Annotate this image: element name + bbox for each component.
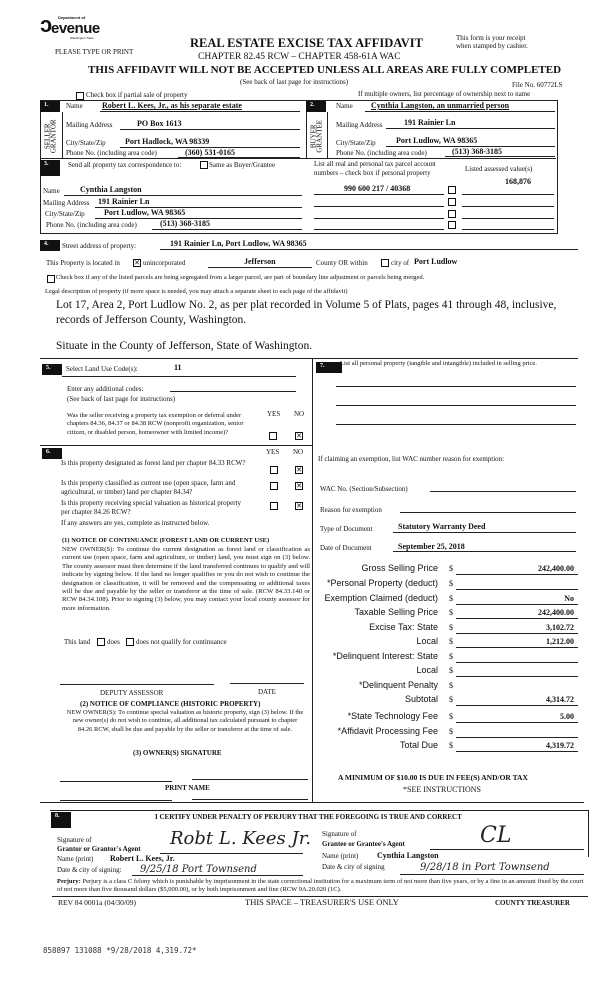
certify-statement: I CERTIFY UNDER PENALTY OF PERJURY THAT THE FOREGOING IS TRUE AND CORRECT bbox=[155, 813, 462, 821]
grantor-sig-label: Signature of bbox=[57, 836, 92, 844]
amount-label: Local bbox=[416, 636, 438, 646]
parcels-label-2: numbers – check box if personal property bbox=[314, 169, 431, 177]
same-as-buyer-label: Same as Buyer/Grantee bbox=[209, 161, 276, 169]
additional-codes-label: Enter any additional codes: bbox=[67, 385, 144, 393]
seller-city-label: City/State/Zip bbox=[66, 139, 106, 147]
s6-no: NO bbox=[293, 448, 304, 456]
dollar-sign: $ bbox=[449, 564, 453, 573]
buyer-mailing-label: Mailing Address bbox=[336, 121, 383, 129]
s6-q1-no-checkbox[interactable]: ✕ bbox=[296, 466, 302, 474]
amount-line bbox=[456, 705, 578, 706]
located-label: This Property is located in bbox=[46, 259, 120, 267]
perjury-note bbox=[57, 878, 587, 894]
s6-question-3: Is this property receiving special valuation as historical property per chapter 84.26 RCW? bbox=[61, 499, 242, 517]
amount-value[interactable]: 1,212.00 bbox=[546, 637, 574, 646]
amount-label: Total Due bbox=[399, 740, 438, 750]
grantee-signature[interactable]: CL bbox=[480, 823, 512, 848]
unincorporated-label: unincorporated bbox=[143, 259, 186, 267]
buyer-mailing[interactable]: 191 Rainier Ln bbox=[404, 118, 456, 127]
seller-phone-label: Phone No. (including area code) bbox=[66, 149, 157, 157]
amount-line bbox=[456, 737, 578, 738]
multiple-owners-note: If multiple owners, list percentage of ownership next to name bbox=[358, 90, 531, 98]
county-or-label: County OR within bbox=[316, 259, 368, 267]
perjury-text: Perjury is a class C felony which is punishable by imprisonment in the state correctional institution for a maximum term of not more than five years, or by a fine in an amount fixed by the court of not more than five thousand dollars ($5,000.00), or by both imprisonment and fine (RCW 9A.20.020 (1C). bbox=[57, 878, 584, 894]
s6-q2-no-checkbox[interactable]: ✕ bbox=[296, 482, 302, 490]
corr-city-label: City/State/Zip bbox=[45, 210, 85, 218]
land-use-code[interactable]: 11 bbox=[174, 363, 182, 372]
file-number: File No. 60772LS bbox=[512, 81, 563, 89]
s6-q3-no-checkbox[interactable]: ✕ bbox=[296, 502, 302, 510]
corr-name-label: Name bbox=[43, 187, 60, 195]
seller-city[interactable]: Port Hadlock, WA 98339 bbox=[125, 137, 210, 146]
amount-label: Exemption Claimed (deduct) bbox=[324, 593, 438, 603]
logo-text-main: evenue bbox=[51, 20, 100, 37]
does-not-label: does not qualify for continuance bbox=[136, 638, 227, 646]
section-2-badge: 2. bbox=[306, 101, 326, 112]
s6-q3-yes-checkbox[interactable] bbox=[270, 502, 278, 510]
unincorporated-checkbox[interactable]: ✕ bbox=[134, 259, 140, 267]
grantor-signature[interactable]: Robt L. Kees Jr. bbox=[170, 828, 312, 849]
form-revision: REV 84 0001a (04/30/09) bbox=[58, 898, 136, 907]
notice-2-text: NEW OWNER(S): To continue special valuation as historic property, sign (3) below. If the new owner(s) do not wish to continue, all additional tax calculated pursuant to chapter 84.26 RCW, shall be due and payable by the seller or transferor at the time of sale. bbox=[66, 709, 304, 733]
seller-name[interactable]: Robert L. Kees, Jr., as his separate estate bbox=[102, 101, 242, 110]
additional-codes-note: (See back of last page for instructions) bbox=[67, 395, 176, 403]
corr-mailing-label: Mailing Address bbox=[43, 199, 90, 207]
street-label: Street address of property: bbox=[62, 242, 137, 250]
county-treasurer: COUNTY TREASURER bbox=[495, 899, 570, 907]
personal-property-checkbox-1[interactable] bbox=[448, 186, 456, 194]
grantee-date-label: Date & city of signing bbox=[322, 863, 385, 871]
buyer-side-label: BUYER GRANTEE bbox=[309, 119, 324, 153]
grantee-sig-label: Signature of bbox=[322, 830, 357, 838]
s6-q1-yes-checkbox[interactable] bbox=[270, 466, 278, 474]
assessed-value[interactable]: 168,876 bbox=[505, 177, 531, 186]
same-as-buyer-checkbox[interactable] bbox=[200, 161, 208, 169]
owner-signature-label: (3) OWNER(S) SIGNATURE bbox=[133, 749, 222, 757]
street-address[interactable]: 191 Rainier Ln, Port Ludlow, WA 98365 bbox=[170, 239, 307, 248]
treasurer-space: THIS SPACE – TREASURER'S USE ONLY bbox=[245, 897, 399, 907]
amount-line bbox=[456, 722, 578, 723]
amount-line bbox=[456, 662, 578, 663]
receipt-note: This form is your receipt bbox=[456, 34, 526, 42]
s6-question-2: Is this property classified as current use (open space, farm and agricultural, or timber) land per chapter 84.34? bbox=[61, 479, 236, 497]
correspondence-label: Send all property tax correspondence to: bbox=[68, 161, 182, 169]
notice-2-title: (2) NOTICE OF COMPLIANCE (HISTORIC PROPERTY) bbox=[80, 700, 261, 708]
s6-question-1: Is this property designated as forest land per chapter 84.33 RCW? bbox=[61, 459, 246, 467]
section-3-badge: 3. bbox=[40, 160, 60, 176]
grantee-date-city[interactable]: 9/28/18 in Port Townsend bbox=[420, 862, 550, 873]
amount-label: Excise Tax: State bbox=[369, 622, 438, 632]
corr-phone[interactable]: (513) 368-3185 bbox=[160, 219, 210, 228]
grantee-sig-label-2: Grantee or Grantee's Agent bbox=[322, 840, 405, 848]
personal-property-checkbox-2[interactable] bbox=[448, 198, 456, 206]
s5-no: NO bbox=[294, 410, 305, 418]
corr-phone-label: Phone No. (including area code) bbox=[46, 221, 137, 229]
s6-yes: YES bbox=[266, 448, 280, 456]
if-yes-note: If any answers are yes, complete as instructed below. bbox=[61, 519, 210, 527]
amount-line bbox=[456, 574, 578, 575]
city-value[interactable]: Port Ludlow bbox=[414, 257, 458, 266]
parcel-number[interactable]: 990 600 217 / 40368 bbox=[344, 184, 411, 193]
amount-label: Local bbox=[416, 665, 438, 675]
chapter-line: CHAPTER 82.45 RCW – CHAPTER 458-61A WAC bbox=[198, 52, 401, 62]
city-of-label: city of bbox=[391, 259, 410, 267]
section-8-badge: 8. bbox=[51, 812, 71, 828]
doc-type[interactable]: Statutory Warranty Deed bbox=[398, 522, 486, 531]
see-back-note: (See back of last page for instructions) bbox=[240, 78, 349, 86]
dollar-sign: $ bbox=[449, 681, 453, 690]
receipt-note-2: when stamped by cashier. bbox=[456, 42, 528, 50]
notice-1-title: (1) NOTICE OF CONTINUANCE (FOREST LAND OR CURRENT USE) bbox=[62, 537, 270, 544]
partial-sale-label: Check box if partial sale of property bbox=[86, 91, 188, 99]
amount-value[interactable]: 242,400.00 bbox=[538, 564, 574, 573]
dollar-sign: $ bbox=[449, 695, 453, 704]
amount-value[interactable]: No bbox=[564, 594, 574, 603]
buyer-name-label: Name bbox=[336, 102, 353, 110]
notice-1-text: NEW OWNER(S): To continue the current designation as forest land or classification as current use (open space, farm and agriculture, or timber) land, you must sign on (3) below. The county assessor must then determine if the land transferred continues to qualify and will indicate by signing below. If the land no longer qualifies or you do not wish to continue the designation or classification, it will be removed and the compensating or additional taxes will be due and payable by the seller or transferor at the time of sale. (RCW 84.33.140 or RCW 84.34.108). Prior to signing (3) below, you may contact your local county assessor for more information. bbox=[62, 546, 310, 612]
amount-value[interactable]: 242,400.00 bbox=[538, 608, 574, 617]
corr-city[interactable]: Port Ludlow, WA 98365 bbox=[104, 208, 186, 217]
dollar-sign: $ bbox=[449, 666, 453, 675]
amount-line bbox=[456, 676, 578, 677]
buyer-city-label: City/State/Zip bbox=[336, 139, 376, 147]
legal-description-label: Legal description of property (if more space is needed, you may attach a separate sheet to each page of the affidavit) bbox=[45, 288, 348, 295]
dollar-sign: $ bbox=[449, 623, 453, 632]
section-5-badge: 5. bbox=[42, 364, 62, 375]
type-or-print: PLEASE TYPE OR PRINT bbox=[55, 48, 134, 56]
amount-value[interactable]: 4,319.72 bbox=[546, 741, 574, 750]
dollar-sign: $ bbox=[449, 712, 453, 721]
print-name-label: PRINT NAME bbox=[165, 784, 210, 792]
personal-property-label: List all personal property (tangible and intangible) included in selling price. bbox=[340, 360, 537, 367]
minimum-note: A MINIMUM OF $10.00 IS DUE IN FEE(S) AND/OR TAX bbox=[338, 773, 528, 782]
segregated-checkbox[interactable] bbox=[47, 275, 55, 283]
buyer-name[interactable]: Cynthia Langston, an unmarried person bbox=[371, 101, 510, 110]
city-checkbox[interactable] bbox=[381, 259, 389, 267]
dollar-sign: $ bbox=[449, 594, 453, 603]
grantor-name[interactable]: Robert L. Kees, Jr. bbox=[110, 854, 175, 863]
amount-label: Gross Selling Price bbox=[361, 563, 438, 573]
grantee-name-label: Name (print) bbox=[322, 852, 359, 860]
logo-text-sub: Washington State bbox=[70, 36, 94, 40]
grantor-date-label: Date & city of signing: bbox=[57, 866, 122, 874]
personal-property-checkbox-4[interactable] bbox=[448, 221, 456, 229]
deputy-assessor-label: DEPUTY ASSESSOR bbox=[100, 689, 164, 697]
assessed-label: Listed assessed value(s) bbox=[465, 165, 533, 173]
acceptance-warning: THIS AFFIDAVIT WILL NOT BE ACCEPTED UNLESS ALL AREAS ARE FULLY COMPLETED bbox=[88, 64, 562, 76]
doc-type-label: Type of Document bbox=[320, 525, 373, 533]
seller-side-label: SELLER GRANTOR bbox=[43, 119, 58, 154]
amount-label: Subtotal bbox=[404, 694, 438, 704]
section-6-badge: 6. bbox=[42, 448, 62, 459]
amount-value[interactable]: 3,102.72 bbox=[546, 623, 574, 632]
grantor-sig-label-2: Grantor or Grantor's Agent bbox=[57, 845, 141, 853]
dollar-sign: $ bbox=[449, 741, 453, 750]
situate-text: Situate in the County of Jefferson, State of Washington. bbox=[56, 340, 313, 352]
section-1-badge: 1. bbox=[40, 101, 60, 112]
amount-value[interactable]: 5.00 bbox=[560, 712, 574, 721]
amount-line bbox=[456, 618, 578, 619]
dollar-sign: $ bbox=[449, 608, 453, 617]
reason-label: Reason for exemption bbox=[320, 506, 382, 514]
amount-label: *Delinquent Penalty bbox=[358, 680, 438, 690]
dollar-sign: $ bbox=[449, 727, 453, 736]
partial-sale-checkbox[interactable] bbox=[76, 92, 84, 100]
segregated-label: Check box if any of the listed parcels are being segregated from a larger parcel, are part of boundary line adjustment or parcels being merged. bbox=[56, 274, 425, 281]
buyer-city[interactable]: Port Ludlow, WA 98365 bbox=[396, 136, 478, 145]
amount-label: *State Technology Fee bbox=[347, 711, 438, 721]
dollar-sign: $ bbox=[449, 637, 453, 646]
amount-value[interactable]: 4,314.72 bbox=[546, 695, 574, 704]
amount-line bbox=[456, 751, 578, 752]
corr-name[interactable]: Cynthia Langston bbox=[80, 185, 142, 194]
date-label: DATE bbox=[258, 688, 276, 696]
see-instructions: *SEE INSTRUCTIONS bbox=[403, 785, 482, 794]
amount-label: *Personal Property (deduct) bbox=[326, 578, 438, 588]
does-not-checkbox[interactable] bbox=[126, 638, 134, 646]
amount-line bbox=[456, 604, 578, 605]
s6-q2-yes-checkbox[interactable] bbox=[270, 482, 278, 490]
doc-date[interactable]: September 25, 2018 bbox=[398, 542, 465, 551]
amount-label: *Delinquent Interest: State bbox=[332, 651, 438, 661]
does-checkbox[interactable] bbox=[97, 638, 105, 646]
corr-mailing[interactable]: 191 Rainier Ln bbox=[98, 197, 150, 206]
section-4-badge: 4. bbox=[40, 240, 60, 251]
grantor-name-label: Name (print) bbox=[57, 855, 94, 863]
s5-q1-yes-checkbox[interactable] bbox=[269, 432, 277, 440]
exemption-label: If claiming an exemption, list WAC number reason for exemption: bbox=[318, 455, 505, 463]
seller-phone[interactable]: (360) 531-0165 bbox=[185, 148, 235, 157]
amount-line bbox=[456, 633, 578, 634]
s5-yes: YES bbox=[267, 410, 281, 418]
seller-mailing-label: Mailing Address bbox=[66, 121, 113, 129]
grantor-date-city[interactable]: 9/25/18 Port Townsend bbox=[140, 864, 257, 875]
dollar-sign: $ bbox=[449, 579, 453, 588]
buyer-phone-label: Phone No. (including area code) bbox=[336, 149, 427, 157]
does-label: does bbox=[107, 638, 120, 646]
legal-description[interactable]: Lot 17, Area 2, Port Ludlow No. 2, as per plat recorded in Volume 5 of Plats, pages 41 through 48, inclusive, records of Jefferson County, Washington. bbox=[56, 299, 557, 326]
parcels-label: List all real and personal tax parcel account bbox=[314, 160, 436, 168]
seller-name-label: Name bbox=[66, 102, 83, 110]
perjury-label: Perjury: bbox=[57, 878, 81, 885]
personal-property-checkbox-3[interactable] bbox=[448, 210, 456, 218]
logo-mark-icon: ↄ bbox=[40, 12, 53, 37]
doc-date-label: Date of Document bbox=[320, 544, 372, 552]
form-title: REAL ESTATE EXCISE TAX AFFIDAVIT bbox=[190, 36, 423, 50]
logo-text-top: Department of bbox=[58, 15, 86, 20]
amount-line bbox=[456, 647, 578, 648]
s5-question: Was the seller receiving a property tax exemption or deferral under chapters 84.36, 84.37 or 84.38 RCW (nonprofit organization, senior citizen, or disabled person, homeowner with limited income)? bbox=[67, 412, 244, 436]
land-use-label: Select Land Use Code(s): bbox=[66, 365, 138, 373]
county-value[interactable]: Jefferson bbox=[244, 257, 276, 266]
cashier-stamp: 858897 131088 *9/28/2018 4,319.72* bbox=[43, 946, 197, 955]
amount-line bbox=[456, 589, 578, 590]
grantee-name[interactable]: Cynthia Langston bbox=[377, 851, 439, 860]
this-land-label: This land bbox=[64, 638, 91, 646]
seller-mailing[interactable]: PO Box 1613 bbox=[137, 119, 182, 128]
amount-label: Taxable Selling Price bbox=[354, 607, 438, 617]
s5-q1-no-checkbox[interactable]: ✕ bbox=[296, 432, 302, 440]
buyer-phone[interactable]: (513) 368-3185 bbox=[452, 147, 502, 156]
wac-label: WAC No. (Section/Subsection) bbox=[320, 485, 408, 493]
amount-label: *Affidavit Processing Fee bbox=[337, 726, 438, 736]
dollar-sign: $ bbox=[449, 652, 453, 661]
section-7-badge: 7. bbox=[316, 362, 342, 373]
